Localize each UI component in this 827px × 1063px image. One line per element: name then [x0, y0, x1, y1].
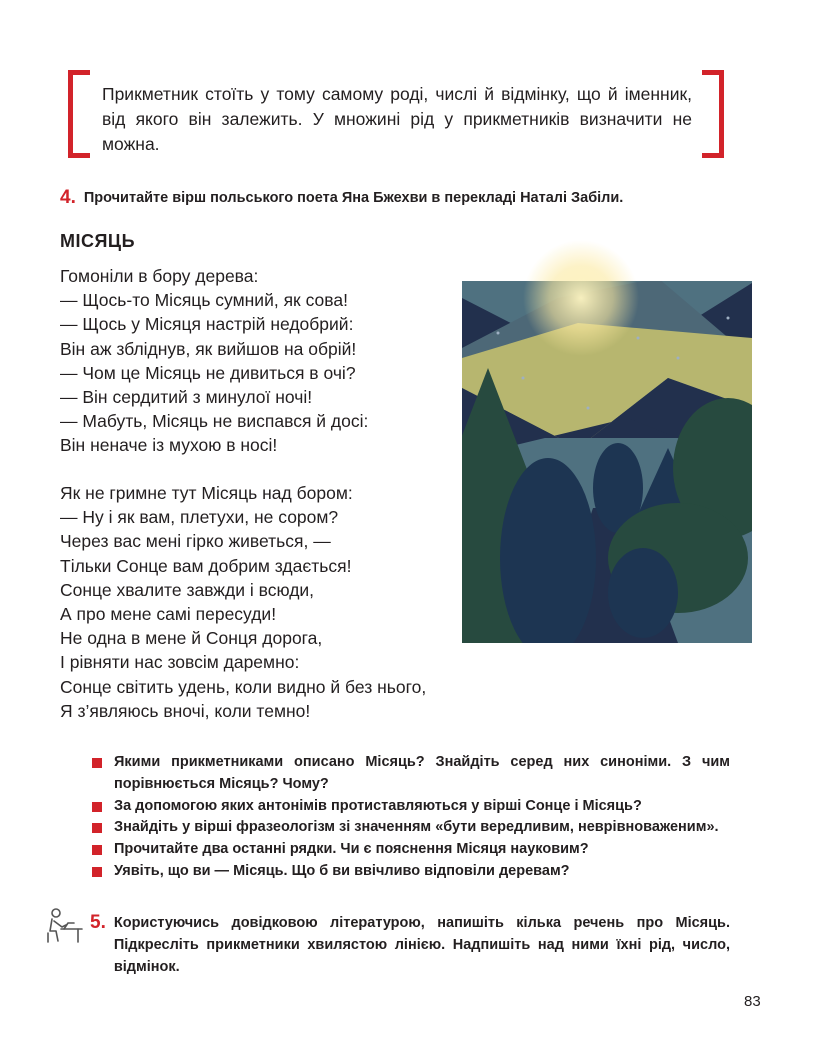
- left-bracket: [68, 70, 90, 158]
- task-5: [90, 912, 730, 978]
- task-5-number: 5.: [90, 912, 106, 933]
- poem-stanza-1: [60, 264, 368, 458]
- poem-line: Як не гримне тут Місяць над бором:: [60, 483, 353, 503]
- poem-line: Він аж збліднув, як вийшов на обрій!: [60, 338, 357, 359]
- poem-line: — Він сердитий з минулої ночі!: [60, 387, 313, 408]
- poem-line: І рівняти нас зовсім даремно:: [60, 652, 300, 673]
- question-list: [92, 752, 730, 883]
- task-4-number: 4.: [60, 187, 76, 208]
- tree-bush-mid: [608, 548, 678, 638]
- moon-glow: [523, 240, 639, 356]
- bullet-square-icon: [92, 845, 102, 855]
- poem-line: Сонце хвалите завжди і всюди,: [60, 579, 315, 600]
- rule-box: [68, 70, 724, 158]
- poem-line: Він неначе із мухою в носі!: [60, 435, 278, 456]
- night-forest-moon-illustration: [428, 238, 784, 646]
- page-number: 83: [744, 993, 761, 1010]
- poem-line: — Щось-то Місяць сумний, як сова!: [60, 290, 348, 311]
- task-5-text: Користуючись довідковою літературою, напишіть кілька речень про Місяць. Підкресліть прикметники хвилястою лінією. Надпишіть над ними їхні рід, число, відмінок.: [113, 915, 730, 975]
- bullet-square-icon: [92, 802, 102, 812]
- poem-line: А про мене самі пересуди!: [60, 604, 277, 625]
- poem-line: Тільки Сонце вам добрим здається!: [60, 555, 352, 576]
- poem-line: Сонце світить удень, коли видно й без нього,: [60, 676, 427, 697]
- poem-line: Гомоніли в бору дерева:: [60, 266, 259, 286]
- question-item: Якими прикметниками описано Місяць? Знайдіть серед них синоніми. З чим порівнюється Місяць? Чому?: [92, 752, 730, 796]
- poem-title: МІСЯЦЬ: [60, 231, 136, 251]
- poem-line: — Ну і як вам, плетухи, не сором?: [60, 507, 339, 528]
- poem-stanza-2: [60, 481, 426, 723]
- poem-line: — Чом це Місяць не дивиться в очі?: [60, 362, 356, 383]
- rule-text: Прикметник стоїть у тому самому роді, числі й відмінку, що й іменник, від якого він залежить. У множині рід у прикметників визначити не можна.: [102, 84, 692, 154]
- bullet-square-icon: [92, 823, 102, 833]
- question-item: Знайдіть у вірші фразеологізм зі значенням «бути вередливим, неврівноваженим».: [92, 817, 730, 839]
- task-4: [60, 187, 740, 209]
- poem-line: Не одна в мене й Сонця дорога,: [60, 628, 323, 649]
- right-bracket: [702, 70, 724, 158]
- bullet-square-icon: [92, 758, 102, 768]
- task-4-text: Прочитайте вірш польського поета Яна Бжехви в перекладі Наталі Забіли.: [83, 190, 624, 206]
- bullet-square-icon: [92, 867, 102, 877]
- student-at-desk-icon: [44, 905, 84, 945]
- poem-line: Я з’являюсь вночі, коли темно!: [60, 700, 311, 721]
- poem-line: — Щось у Місяця настрій недобрий:: [60, 314, 354, 335]
- question-item: Прочитайте два останні рядки. Чи є пояснення Місяця науковим?: [92, 839, 730, 861]
- poem-line: Через вас мені гірко живеться, —: [60, 531, 331, 552]
- question-item: За допомогою яких антонімів протиставляються у вірші Сонце і Місяць?: [92, 796, 730, 818]
- poem-line: — Мабуть, Місяць не виспався й досі:: [60, 411, 369, 432]
- question-item: Уявіть, що ви — Місяць. Що б ви ввічливо відповіли деревам?: [92, 861, 730, 883]
